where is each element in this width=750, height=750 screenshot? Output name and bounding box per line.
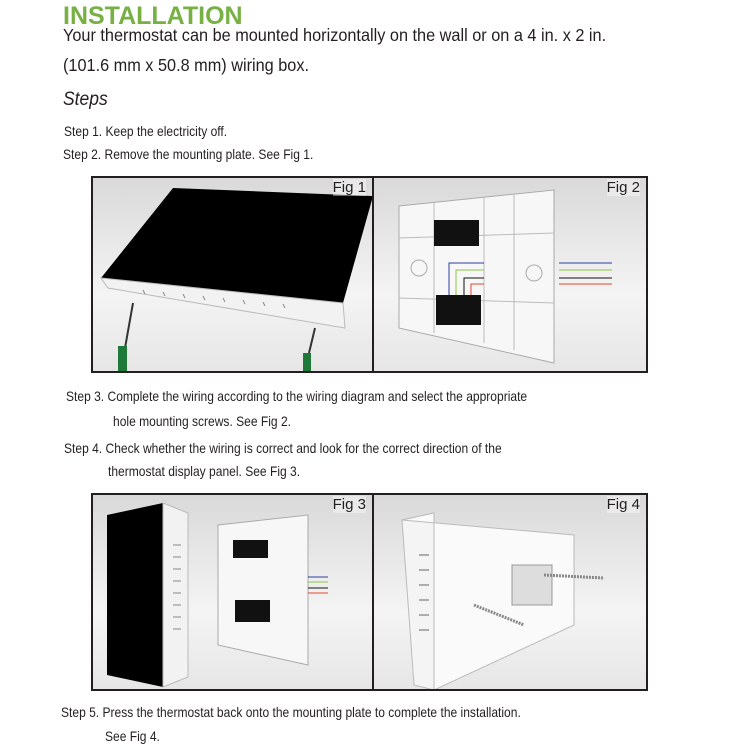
step-2: Step 2. Remove the mounting plate. See Fig 1. [63, 146, 314, 162]
step-5-line-2: See Fig 4. [105, 728, 160, 744]
figure-1-label: Fig 1 [332, 179, 366, 196]
figure-4 [372, 493, 648, 691]
figure-2-label: Fig 2 [606, 179, 640, 196]
steps-heading: Steps [63, 89, 108, 110]
panel-orientation-illustration [93, 495, 374, 691]
figure-2 [372, 176, 648, 373]
intro-line-2: (101.6 mm x 50.8 mm) wiring box. [63, 55, 310, 75]
step-5-line-1: Step 5. Press the thermostat back onto the mounting plate to complete the installation. [61, 704, 521, 720]
figure-3-label: Fig 3 [332, 496, 366, 513]
step-4-line-2: thermostat display panel. See Fig 3. [108, 463, 301, 479]
mounting-plate-wiring-illustration [374, 178, 648, 373]
figure-3 [91, 493, 374, 691]
page-title: INSTALLATION [63, 2, 243, 30]
intro-line-1: Your thermostat can be mounted horizontally on the wall or on a 4 in. x 2 in. [63, 25, 607, 45]
step-3-line-2: hole mounting screws. See Fig 2. [113, 413, 292, 429]
step-3-line-1: Step 3. Complete the wiring according to the wiring diagram and select the appropriate [66, 388, 528, 404]
figure-1 [91, 176, 374, 373]
figure-4-label: Fig 4 [606, 496, 640, 513]
thermostat-mounting-illustration [374, 495, 648, 691]
thermostat-removal-illustration [93, 178, 374, 373]
step-1: Step 1. Keep the electricity off. [64, 123, 228, 139]
step-4-line-1: Step 4. Check whether the wiring is correct and look for the correct direction of the [64, 440, 502, 456]
